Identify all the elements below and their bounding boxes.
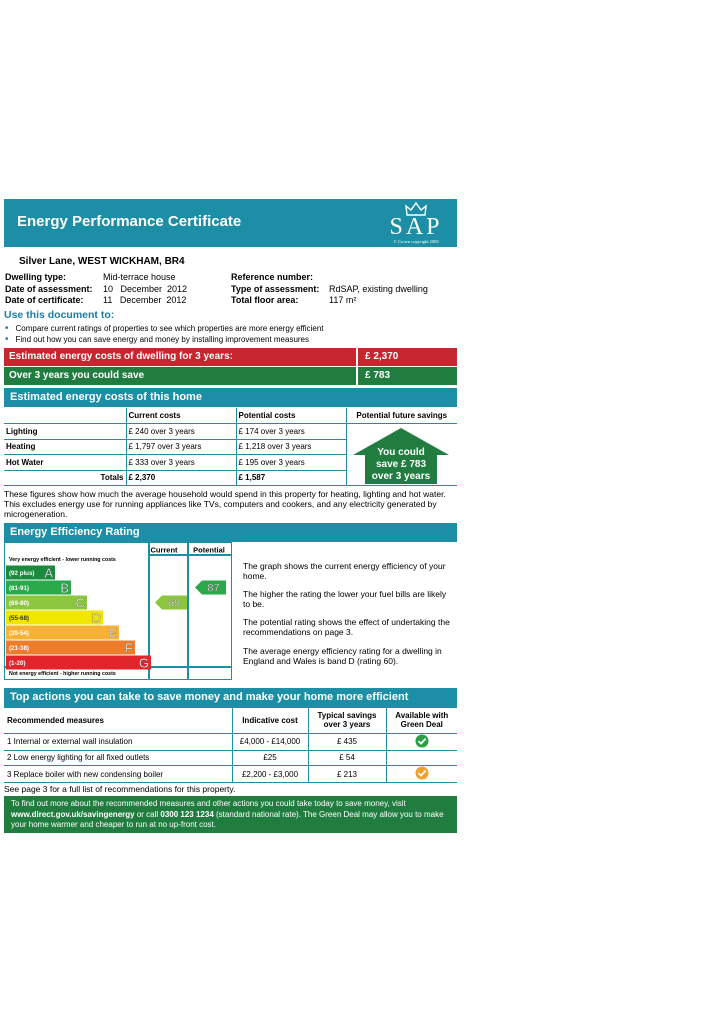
band-range: (1-20) <box>9 660 26 667</box>
measure: 3 Replace boiler with new condensing boiler <box>4 766 232 783</box>
table-header-row <box>4 708 457 733</box>
green-deal-cell <box>386 733 457 750</box>
dwelling-type-value: Mid-terrace house <box>103 272 176 282</box>
assessment-type-label: Type of assessment: <box>231 284 320 294</box>
estimated-costs-bar <box>4 348 457 366</box>
actions-table <box>4 708 457 783</box>
band-letter: C <box>75 595 85 611</box>
table-header: Indicative cost <box>232 708 308 733</box>
figures-note: These figures show how much the average household would spend in this property for heating, lighting and hot water. This excludes energy use for running appliances like TVs, computers and cookers, and any electricity generated by microgeneration. <box>4 489 446 519</box>
cost-label: Lighting <box>4 424 126 440</box>
could-save-bar <box>4 367 457 385</box>
measure: 2 Low energy lighting for all fixed outlets <box>4 750 232 766</box>
check-icon <box>415 734 429 748</box>
potential-cost: £ 195 over 3 years <box>236 455 346 471</box>
date-assessment-value: 10 December 2012 <box>103 284 188 294</box>
bottom-note: Not energy efficient - higher running costs <box>9 671 116 677</box>
logo-letters: SAP <box>389 214 443 240</box>
typical-savings: £ 54 <box>308 750 386 766</box>
band-g <box>6 656 151 670</box>
logo-copyright: © Crown copyright 2009 <box>393 239 439 244</box>
potential-rating-value: 87 <box>207 582 220 595</box>
date-certificate-label: Date of certificate: <box>5 295 84 305</box>
assessment-type-value: RdSAP, existing dwelling <box>329 284 428 294</box>
totals-potential: £ 1,587 <box>236 470 346 486</box>
bullet-text: Compare current ratings of properties to see which properties are more energy efficient <box>15 324 324 333</box>
rating-pointers <box>155 581 226 610</box>
current-cost: £ 1,797 over 3 years <box>126 439 236 455</box>
current-cost: £ 333 over 3 years <box>126 455 236 471</box>
band-letter: D <box>91 610 101 626</box>
savings-line-3: over 3 years <box>371 471 431 482</box>
table-row <box>4 733 457 750</box>
green-deal-cell <box>386 766 457 783</box>
band-letter: A <box>44 565 53 581</box>
indicative-cost: £25 <box>232 750 308 766</box>
potential-header: Potential <box>193 545 225 555</box>
typical-savings: £ 213 <box>308 766 386 783</box>
footer-info <box>4 796 457 833</box>
check-icon <box>415 766 429 780</box>
footer-url-link[interactable]: www.direct.gov.uk/savingenergy <box>11 809 135 819</box>
estimated-costs-value: £ 2,370 <box>365 351 399 362</box>
footer-intro: To find out more about the recommended measures and other actions you could take today to save money, visit <box>11 799 406 808</box>
costs-section-heading: Estimated energy costs of this home <box>4 388 457 407</box>
potential-cost: £ 174 over 3 years <box>236 424 346 440</box>
band-range: (69-80) <box>9 600 29 607</box>
rating-text-2: The higher the rating the lower your fuel bills are likely to be. <box>243 589 447 609</box>
dwelling-type-label: Dwelling type: <box>5 272 67 282</box>
estimated-costs-label: Estimated energy costs of dwelling for 3 years: <box>9 351 233 362</box>
totals-label: Totals <box>4 470 126 486</box>
current-header: Current <box>150 545 178 555</box>
band-range: (92 plus) <box>9 570 35 577</box>
table-header: Potential future savings <box>346 408 457 424</box>
cost-label: Heating <box>4 439 126 455</box>
bullet-icon: • <box>5 334 9 345</box>
property-address: Silver Lane, WEST WICKHAM, BR4 <box>19 256 185 267</box>
measure: 1 Internal or external wall insulation <box>4 733 232 750</box>
savings-house-icon <box>353 428 449 484</box>
could-save-value: £ 783 <box>365 370 391 381</box>
divider <box>356 367 358 385</box>
header-banner <box>4 199 457 247</box>
top-note: Very energy efficient - lower running costs <box>9 557 116 563</box>
rating-bands <box>6 566 151 671</box>
page3-note: See page 3 for a full list of recommendations for this property. <box>4 784 236 794</box>
totals-current: £ 2,370 <box>126 470 236 486</box>
table-row <box>4 766 457 783</box>
floor-area-value: 117 m² <box>329 295 357 305</box>
divider <box>356 348 358 366</box>
date-assessment-label: Date of assessment: <box>5 284 93 294</box>
band-letter: F <box>125 640 133 656</box>
savings-line-2: save £ 783 <box>375 459 427 470</box>
table-header: Current costs <box>126 408 236 424</box>
typical-savings: £ 435 <box>308 733 386 750</box>
band-range: (81-91) <box>9 585 29 592</box>
band-range: (55-68) <box>9 615 29 622</box>
band-letter: E <box>108 625 117 641</box>
rating-text-3: The potential rating shows the effect of undertaking the recommendations on page 3. <box>243 617 450 637</box>
use-bullet-1 <box>5 323 324 334</box>
table-header: Typical savings over 3 years <box>308 708 386 733</box>
band-range: (39-54) <box>9 630 29 637</box>
rating-text-4: The average energy efficiency rating for a dwelling in England and Wales is band D (rating 60). <box>243 646 442 666</box>
footer-rest: (standard national rate). The Green Deal may allow you to make your home warmer and cheaper to run at no up-front cost. <box>11 809 444 829</box>
table-header: Recommended measures <box>4 708 232 733</box>
actions-section-heading: Top actions you can take to save money and make your home more efficient <box>4 688 457 708</box>
band-letter: B <box>60 580 69 596</box>
could-save-label: Over 3 years you could save <box>9 370 145 381</box>
table-header: Potential costs <box>236 408 346 424</box>
band-letter: G <box>138 655 149 671</box>
use-bullet-2 <box>5 334 309 345</box>
indicative-cost: £4,000 - £14,000 <box>232 733 308 750</box>
bullet-icon: • <box>5 323 9 334</box>
potential-cost: £ 1,218 over 3 years <box>236 439 346 455</box>
band-range: (21-38) <box>9 645 29 652</box>
use-document-heading: Use this document to: <box>4 309 115 321</box>
footer-phone: 0300 123 1234 <box>160 809 214 819</box>
bullet-text: Find out how you can save energy and money by installing improvement measures <box>15 335 310 344</box>
table-header: Available with Green Deal <box>386 708 457 733</box>
table-header-row <box>4 408 457 424</box>
efficiency-section-heading: Energy Efficiency Rating <box>4 523 457 542</box>
table-row <box>4 750 457 766</box>
table-header <box>4 408 126 424</box>
efficiency-rating-chart <box>4 542 232 680</box>
sap-logo <box>383 202 449 246</box>
page-title: Energy Performance Certificate <box>17 213 242 230</box>
date-certificate-value: 11 December 2012 <box>103 295 187 305</box>
savings-line-1: You could <box>377 447 425 458</box>
reference-label: Reference number: <box>231 272 314 282</box>
green-deal-cell <box>386 750 457 766</box>
floor-area-label: Total floor area: <box>231 295 299 305</box>
rating-text-1: The graph shows the current energy efficiency of your home. <box>243 561 446 581</box>
current-rating-value: 69 <box>167 597 181 610</box>
cost-label: Hot Water <box>4 455 126 471</box>
footer-call-text: or call <box>134 809 161 819</box>
current-cost: £ 240 over 3 years <box>126 424 236 440</box>
indicative-cost: £2,200 - £3,000 <box>232 766 308 783</box>
